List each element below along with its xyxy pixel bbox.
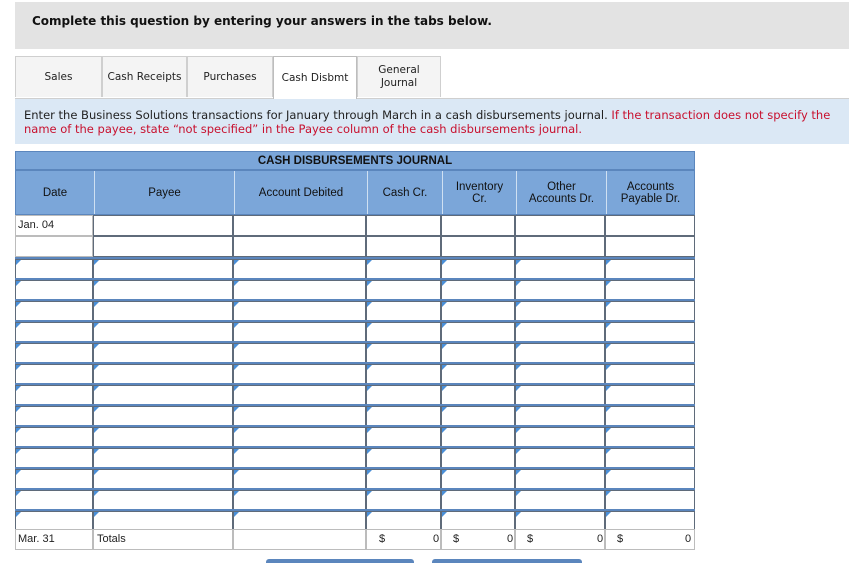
instructions <box>15 98 849 144</box>
account-cell[interactable] <box>233 236 366 257</box>
date-cell[interactable] <box>15 406 93 427</box>
account-cell[interactable] <box>233 427 366 448</box>
ap-cell[interactable] <box>605 322 695 343</box>
account-total-cell <box>233 529 366 550</box>
inventory-cell[interactable] <box>441 490 515 511</box>
cash-cell[interactable] <box>366 469 441 490</box>
account-cell[interactable] <box>233 364 366 385</box>
other-cell[interactable] <box>515 385 605 406</box>
inventory-cell[interactable] <box>441 469 515 490</box>
col-account-debited: Account Debited <box>234 171 367 214</box>
ap-cell[interactable] <box>605 406 695 427</box>
date-cell[interactable] <box>15 490 93 511</box>
payee-cell[interactable] <box>93 469 233 490</box>
other-cell[interactable] <box>515 322 605 343</box>
cash-cell[interactable] <box>366 259 441 280</box>
other-cell[interactable] <box>515 448 605 469</box>
cash-cell[interactable] <box>366 343 441 364</box>
payee-cell[interactable] <box>93 385 233 406</box>
col-other-accounts-dr: Other Accounts Dr. <box>516 171 606 214</box>
other-cell[interactable] <box>515 215 605 236</box>
col-accounts-payable-dr: Accounts Payable Dr. <box>606 171 694 214</box>
tab-general-journal[interactable]: General Journal <box>357 56 441 97</box>
other-cell[interactable] <box>515 301 605 322</box>
question-header <box>15 2 849 49</box>
date-cell[interactable] <box>15 364 93 385</box>
account-cell[interactable] <box>233 448 366 469</box>
cash-cell[interactable] <box>366 406 441 427</box>
inventory-cell[interactable] <box>441 215 515 236</box>
date-cell[interactable] <box>15 385 93 406</box>
payee-cell[interactable] <box>93 259 233 280</box>
inventory-dollar-sign: $ <box>453 533 460 545</box>
table-row <box>15 322 695 343</box>
payee-cell[interactable] <box>93 322 233 343</box>
inventory-cell[interactable] <box>441 406 515 427</box>
account-cell[interactable] <box>233 215 366 236</box>
table-row <box>15 259 695 280</box>
table-row <box>15 301 695 322</box>
other-cell[interactable] <box>515 427 605 448</box>
cash-cell[interactable] <box>366 215 441 236</box>
other-cell[interactable] <box>515 364 605 385</box>
inventory-total-value: 0 <box>507 533 514 545</box>
ap-cell[interactable] <box>605 427 695 448</box>
cash-cell[interactable] <box>366 280 441 301</box>
other-cell[interactable] <box>515 469 605 490</box>
account-cell[interactable] <box>233 385 366 406</box>
table-row <box>15 364 695 385</box>
cash-dollar-sign: $ <box>379 533 386 545</box>
inventory-cell[interactable] <box>441 343 515 364</box>
journal-header-row <box>15 170 695 215</box>
first-date-label: Jan. 04 <box>18 219 55 231</box>
other-cell[interactable] <box>515 343 605 364</box>
account-cell[interactable] <box>233 343 366 364</box>
col-cash-cr: Cash Cr. <box>367 171 442 214</box>
ap-cell[interactable] <box>605 364 695 385</box>
question-title: Complete this question by entering your answers in the tabs below. <box>32 14 492 28</box>
other-cell[interactable] <box>515 259 605 280</box>
account-cell[interactable] <box>233 322 366 343</box>
prev-button-edge[interactable] <box>266 559 414 563</box>
payee-cell[interactable] <box>93 448 233 469</box>
other-cell[interactable] <box>515 280 605 301</box>
other-cell[interactable] <box>515 406 605 427</box>
payee-cell[interactable] <box>93 490 233 511</box>
table-row <box>15 385 695 406</box>
table-row <box>15 280 695 301</box>
date-cell[interactable] <box>15 343 93 364</box>
ap-cell[interactable] <box>605 280 695 301</box>
date-cell <box>15 236 93 257</box>
other-dollar-sign: $ <box>527 533 534 545</box>
payee-cell[interactable] <box>93 215 233 236</box>
other-total-value: 0 <box>597 533 604 545</box>
ap-cell[interactable] <box>605 469 695 490</box>
cash-total-cell <box>366 529 441 550</box>
account-cell[interactable] <box>233 490 366 511</box>
ap-cell[interactable] <box>605 343 695 364</box>
payee-cell[interactable] <box>93 343 233 364</box>
date-cell[interactable] <box>15 280 93 301</box>
other-cell[interactable] <box>515 490 605 511</box>
account-cell[interactable] <box>233 301 366 322</box>
account-cell[interactable] <box>233 259 366 280</box>
inventory-cell[interactable] <box>441 236 515 257</box>
col-inventory-cr: Inventory Cr. <box>442 171 516 214</box>
table-row <box>15 448 695 469</box>
cash-cell[interactable] <box>366 236 441 257</box>
cash-cell[interactable] <box>366 301 441 322</box>
cash-cell[interactable] <box>366 490 441 511</box>
cash-total-value: 0 <box>433 533 440 545</box>
account-cell[interactable] <box>233 280 366 301</box>
col-date: Date <box>42 186 68 199</box>
ap-total-value: 0 <box>685 533 692 545</box>
inventory-cell[interactable] <box>441 385 515 406</box>
ap-cell[interactable] <box>605 236 695 257</box>
instructions-text: Enter the Business Solutions transactions for January through March in a cash disbursements journal. <box>24 108 608 122</box>
inventory-cell[interactable] <box>441 259 515 280</box>
payee-cell[interactable] <box>93 406 233 427</box>
account-cell[interactable] <box>233 406 366 427</box>
date-cell[interactable] <box>15 469 93 490</box>
ap-cell[interactable] <box>605 301 695 322</box>
totals-label: Totals <box>97 533 126 545</box>
cash-cell[interactable] <box>366 385 441 406</box>
next-button-edge[interactable] <box>432 559 582 563</box>
date-cell[interactable] <box>15 259 93 280</box>
inventory-cell[interactable] <box>441 322 515 343</box>
date-cell[interactable] <box>15 301 93 322</box>
payee-cell[interactable] <box>93 280 233 301</box>
table-row <box>15 215 695 236</box>
ap-cell[interactable] <box>605 490 695 511</box>
table-row <box>15 490 695 511</box>
table-row <box>15 469 695 490</box>
cash-cell[interactable] <box>366 364 441 385</box>
totals-date: Mar. 31 <box>18 533 55 545</box>
payee-cell[interactable] <box>93 364 233 385</box>
tab-cash-receipts[interactable]: Cash Receipts <box>102 56 187 97</box>
other-cell[interactable] <box>515 236 605 257</box>
ap-cell[interactable] <box>605 259 695 280</box>
journal-title: CASH DISBURSEMENTS JOURNAL <box>15 151 695 170</box>
ap-cell[interactable] <box>605 385 695 406</box>
col-payee: Payee <box>94 171 234 214</box>
table-row <box>15 406 695 427</box>
cash-cell[interactable] <box>366 322 441 343</box>
tab-purchases[interactable]: Purchases <box>187 56 273 97</box>
payee-cell[interactable] <box>93 427 233 448</box>
ap-dollar-sign: $ <box>617 533 624 545</box>
account-cell[interactable] <box>233 469 366 490</box>
instructions-red-text: If the transaction does not specify the name of the payee, state “not specified” in the Payee column of the cash disbursements journal. <box>24 108 831 136</box>
cash-cell[interactable] <box>366 427 441 448</box>
inventory-cell[interactable] <box>441 301 515 322</box>
date-cell[interactable] <box>15 322 93 343</box>
totals-row <box>15 529 695 550</box>
date-cell[interactable] <box>15 427 93 448</box>
date-cell[interactable] <box>15 448 93 469</box>
payee-cell[interactable] <box>93 301 233 322</box>
payee-cell[interactable] <box>93 236 233 257</box>
inventory-cell[interactable] <box>441 280 515 301</box>
tab-cash-disbmt[interactable]: Cash Disbmt <box>273 56 357 99</box>
ap-cell[interactable] <box>605 215 695 236</box>
inventory-cell[interactable] <box>441 448 515 469</box>
cash-cell[interactable] <box>366 448 441 469</box>
table-row <box>15 236 695 257</box>
table-row <box>15 427 695 448</box>
tab-sales[interactable]: Sales <box>15 56 102 97</box>
inventory-cell[interactable] <box>441 427 515 448</box>
ap-cell[interactable] <box>605 448 695 469</box>
table-row <box>15 343 695 364</box>
inventory-cell[interactable] <box>441 364 515 385</box>
